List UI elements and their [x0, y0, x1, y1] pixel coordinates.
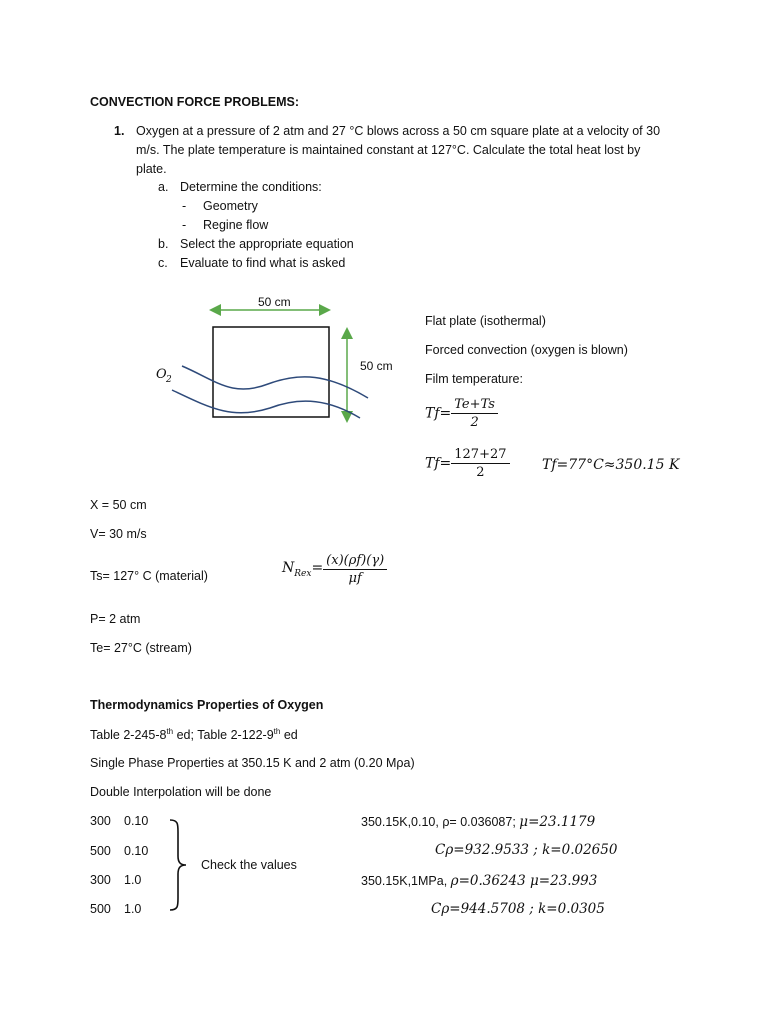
table-row-p: 0.10 [124, 844, 149, 858]
table-row-t: 500 [90, 844, 111, 858]
interp-result-2: Cρ=932.9533 ; k=0.02650 [435, 842, 618, 858]
double-interpolation-note: Double Interpolation will be done [90, 785, 272, 799]
square-plate [213, 327, 329, 417]
given-v: V= 30 m/s [90, 527, 147, 541]
film-temperature-substituted [425, 447, 510, 480]
problem-number: 1. [114, 124, 125, 138]
reynolds-fraction [323, 553, 387, 586]
fluid-label: O [156, 367, 167, 382]
reynolds-denominator: μf [348, 571, 362, 586]
flat-plate-note: Flat plate (isothermal) [425, 314, 546, 328]
tf2-denominator: 2 [476, 465, 485, 480]
problem-line-2: m/s. The plate temperature is maintained constant at 127°C. Calculate the total heat lost by [136, 143, 641, 157]
sub-item-geometry: Geometry [203, 199, 258, 213]
tf-symbol: Tf= [425, 405, 452, 422]
table-row-t: 300 [90, 814, 111, 828]
single-phase-note: Single Phase Properties at 350.15 K and 2 atm (0.20 Mρa) [90, 756, 415, 770]
flow-streamline-lower [172, 390, 360, 418]
given-ts: Ts= 127° C (material) [90, 569, 208, 583]
reynolds-lhs: $N_{Rex}=$ [282, 560, 324, 579]
reynolds-numerator: (x)(ρf)(γ) [323, 553, 387, 570]
step-b-marker: b. [158, 237, 169, 251]
step-b-text: Select the appropriate equation [180, 237, 354, 251]
film-temperature-label: Film temperature: [425, 372, 523, 386]
tf-numerator: Te+Ts [451, 397, 498, 414]
sub-item-marker: - [182, 199, 187, 213]
table-row-t: 300 [90, 873, 111, 887]
fluid-subscript: 2 [166, 375, 172, 385]
reynolds-formula [282, 553, 387, 586]
height-label: 50 cm [360, 359, 393, 373]
given-p: P= 2 atm [90, 612, 141, 626]
problem-line-1: Oxygen at a pressure of 2 atm and 27 °C blows across a 50 cm square plate at a velocity of 30 [136, 124, 661, 138]
tf-fraction [451, 397, 498, 430]
table-row-p: 1.0 [124, 873, 142, 887]
tf-symbol-2: Tf= [425, 455, 452, 472]
table-row-p: 1.0 [124, 902, 142, 916]
sub-item-regime: Regine flow [203, 218, 269, 232]
given-te: Te= 27°C (stream) [90, 641, 192, 655]
table-row-p: 0.10 [124, 814, 149, 828]
given-x: X = 50 cm [90, 498, 147, 512]
table-reference: Table 2-245-8th ed; Table 2-122-9th ed [90, 727, 298, 743]
tf2-numerator: 127+27 [451, 447, 509, 464]
tf-fraction-2 [451, 447, 509, 480]
interp-result-4: Cρ=944.5708 ; k=0.0305 [431, 901, 605, 917]
grouping-brace [166, 818, 190, 912]
film-temperature-formula [425, 397, 498, 430]
step-c-text: Evaluate to find what is asked [180, 256, 346, 270]
step-c-marker: c. [158, 256, 168, 270]
section-heading: CONVECTION FORCE PROBLEMS: [90, 95, 300, 109]
tf-result: Tf=77°C≈350.15 K [542, 457, 680, 473]
interp-result-1: 350.15K,0.10, ρ= 0.036087; μ=23.1179 [361, 814, 596, 830]
thermo-title: Thermodynamics Properties of Oxygen [90, 698, 324, 712]
plate-diagram [140, 290, 393, 430]
table-row-t: 500 [90, 902, 111, 916]
tf-denominator: 2 [470, 415, 479, 430]
check-values-note: Check the values [201, 858, 297, 872]
step-a-marker: a. [158, 180, 169, 194]
problem-line-3: plate. [136, 162, 167, 176]
step-a-text: Determine the conditions: [180, 180, 322, 194]
flow-streamline-upper [182, 366, 368, 398]
width-label: 50 cm [258, 295, 291, 309]
sub-item-marker: - [182, 218, 187, 232]
interp-result-3: 350.15K,1MPa, ρ=0.36243 μ=23.993 [361, 873, 598, 889]
forced-convection-note: Forced convection (oxygen is blown) [425, 343, 628, 357]
